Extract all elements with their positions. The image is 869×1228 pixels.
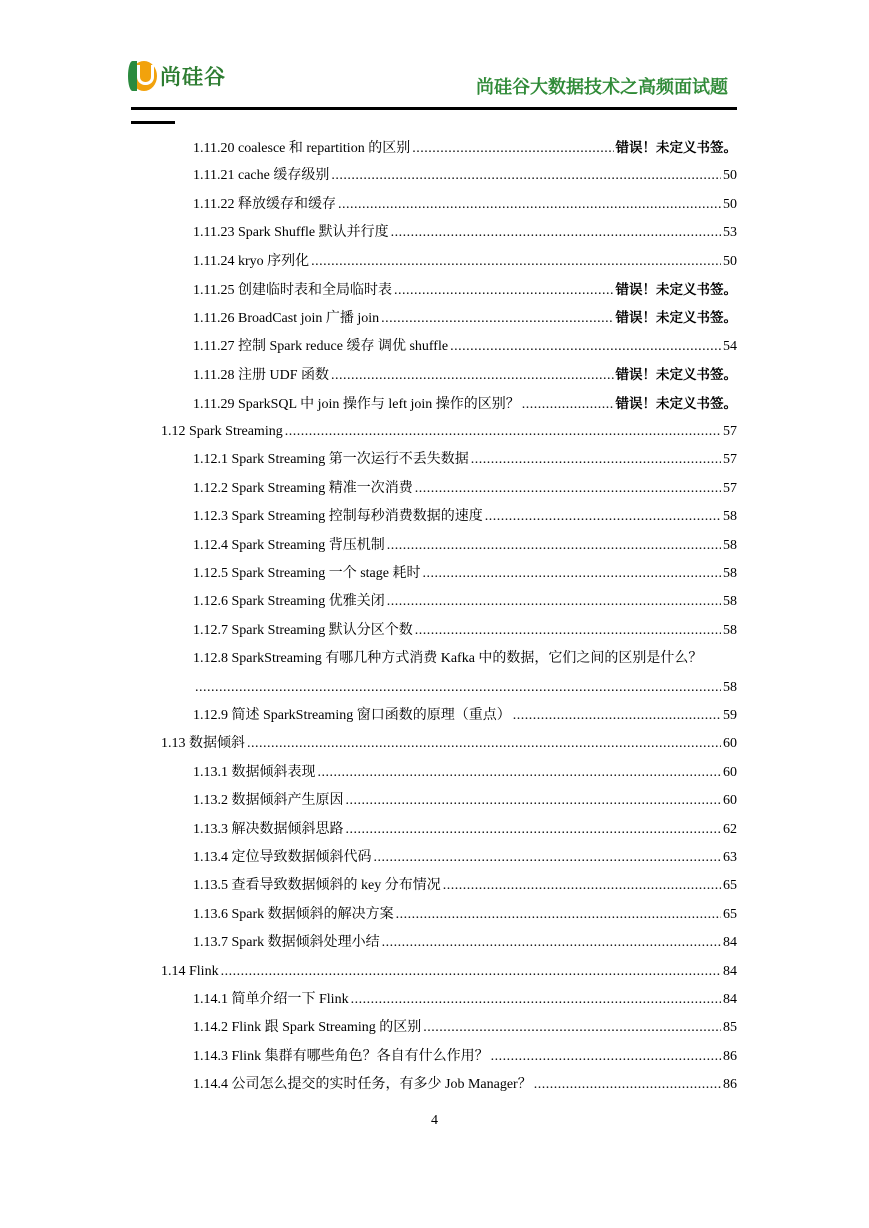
toc-entry-label: 1.12.7 Spark Streaming 默认分区个数 (193, 622, 413, 638)
toc-entry-label: 1.12.5 Spark Streaming 一个 stage 耗时 (193, 566, 421, 581)
header-divider-short (131, 121, 175, 124)
toc-bookmark-error: 错误！未定义书签。 (615, 310, 737, 327)
toc-page-number: 57 (723, 480, 737, 496)
page-header (0, 0, 869, 130)
toc-leader-dots (351, 990, 721, 1010)
toc-page-number: 54 (723, 338, 737, 354)
toc-leader-dots (221, 962, 721, 982)
toc-leader-dots (285, 422, 721, 442)
toc-leader-dots (387, 592, 721, 612)
toc-entry[interactable] (193, 252, 737, 272)
toc-entry-label: 1.14.4 公司怎么提交的实时任务，有多少 Job Manager？ (193, 1077, 532, 1093)
toc-entry[interactable] (193, 166, 737, 186)
toc-leader-dots (331, 366, 614, 386)
toc-entry[interactable] (193, 365, 737, 386)
toc-page-number: 53 (723, 225, 737, 241)
toc-page-number: 65 (723, 906, 737, 922)
toc-entry-label: 1.11.27 控制 Spark reduce 缓存 调优 shuffle (193, 338, 449, 354)
toc-leader-dots (374, 848, 722, 868)
toc-leader-dots (382, 933, 721, 953)
toc-leader-dots (443, 876, 721, 896)
toc-page-number: 84 (723, 963, 737, 979)
toc-entry-label: 1.12.6 Spark Streaming 优雅关闭 (193, 594, 385, 610)
toc-entry[interactable] (193, 138, 737, 159)
toc-page-number: 58 (723, 537, 737, 553)
toc-entry-label: 1.12.3 Spark Streaming 控制每秒消费数据的速度 (193, 509, 483, 525)
toc-entry[interactable] (193, 848, 737, 868)
toc-leader-dots (450, 337, 721, 357)
toc-entry[interactable] (193, 450, 737, 470)
toc-entry-label: 1.11.26 BroadCast join 广播 join (193, 311, 380, 327)
toc-page-number: 58 (723, 679, 737, 695)
toc-entry[interactable] (193, 876, 737, 896)
toc-page-number: 50 (723, 196, 737, 212)
toc-entry-label[interactable]: 1.12.8 SparkStreaming 有哪几种方式消费 Kafka 中的数据，它们之间的区别是什么？ (193, 651, 703, 667)
toc-entry-label: 1.11.29 SparkSQL 中 join 操作与 left join 操作的区别？ (193, 396, 520, 412)
toc-page-number: 60 (723, 764, 737, 780)
toc-entry[interactable] (193, 791, 737, 811)
toc-leader-dots (491, 1047, 721, 1067)
toc-entry[interactable] (193, 678, 737, 698)
toc-entry-label: 1.12.2 Spark Streaming 精准一次消费 (193, 480, 413, 496)
toc-page-number: 59 (723, 708, 737, 723)
toc-entry[interactable] (193, 337, 737, 357)
toc-page-number: 60 (723, 793, 737, 809)
header-divider (131, 107, 737, 110)
logo-icon (131, 61, 157, 91)
toc-entry[interactable] (193, 820, 737, 840)
toc-leader-dots (331, 166, 721, 186)
toc-page-number: 84 (723, 992, 737, 1007)
toc-page-number: 58 (723, 566, 737, 581)
toc-entry-label: 1.11.24 kryo 序列化 (193, 253, 310, 269)
toc-entry-label: 1.13.1 数据倾斜表现 (193, 764, 316, 780)
toc-entry-label: 1.13.6 Spark 数据倾斜的解决方案 (193, 906, 394, 922)
toc-leader-dots (391, 223, 721, 243)
toc-page-number: 57 (723, 452, 737, 468)
toc-section-entry[interactable] (161, 734, 737, 754)
toc-leader-dots (318, 763, 722, 783)
toc-entry-label: 1.14 Flink (161, 963, 219, 979)
toc-entry-label: 1.11.23 Spark Shuffle 默认并行度 (193, 225, 389, 241)
toc-entry[interactable] (193, 1047, 737, 1067)
page-number: 4 (431, 1113, 438, 1128)
toc-leader-dots (422, 564, 721, 584)
toc-entry[interactable] (193, 592, 737, 612)
toc-entry-label: 1.12.9 简述 SparkStreaming 窗口函数的原理（重点） (193, 708, 511, 723)
toc-leader-dots (423, 1018, 721, 1038)
toc-entry-label: 1.12.4 Spark Streaming 背压机制 (193, 537, 385, 553)
toc-page-number: 50 (723, 253, 737, 269)
toc-entry-label: 1.11.20 coalesce 和 repartition 的区别 (193, 141, 411, 156)
toc-entry-label: 1.13.4 定位导致数据倾斜代码 (193, 850, 372, 865)
toc-leader-dots (513, 706, 721, 726)
toc-entry-label: 1.13.5 查看导致数据倾斜的 key 分布情况 (193, 878, 441, 894)
toc-entry-label: 1.14.1 简单介绍一下 Flink (193, 992, 349, 1007)
toc-page-number: 50 (723, 168, 737, 184)
toc-bookmark-error: 错误！未定义书签。 (615, 395, 737, 412)
toc-leader-dots (415, 621, 721, 641)
toc-entry-label: 1.14.3 Flink 集群有哪些角色？各自有什么作用？ (193, 1048, 489, 1064)
company-logo (131, 60, 226, 92)
toc-page-number: 58 (723, 622, 737, 638)
toc-page-number: 86 (723, 1048, 737, 1064)
toc-entry[interactable] (193, 564, 737, 584)
toc-entry-label: 1.11.25 创建临时表和全局临时表 (193, 283, 392, 298)
toc-entry[interactable] (193, 536, 737, 556)
toc-entry-label: 1.12.1 Spark Streaming 第一次运行不丢失数据 (193, 452, 469, 468)
toc-entry-label: 1.11.21 cache 缓存级别 (193, 168, 330, 184)
toc-entry[interactable] (193, 507, 737, 527)
toc-page-number: 62 (723, 821, 737, 837)
toc-entry-label: 1.12 Spark Streaming (161, 424, 283, 439)
toc-leader-dots (396, 905, 721, 925)
toc-entry[interactable] (193, 933, 737, 953)
toc-entry-label: 1.11.22 释放缓存和缓存 (193, 196, 336, 212)
toc-bookmark-error: 错误！未定义书签。 (615, 367, 737, 384)
toc-leader-dots (247, 734, 721, 754)
toc-page-number: 65 (723, 878, 737, 894)
toc-leader-dots (338, 195, 721, 215)
toc-entry[interactable] (193, 990, 737, 1010)
toc-bookmark-error: 错误！未定义书签。 (615, 140, 737, 156)
toc-leader-dots (522, 395, 614, 415)
toc-entry[interactable] (193, 195, 737, 215)
toc-entry[interactable] (193, 223, 737, 243)
toc-entry[interactable] (193, 621, 737, 641)
toc-entry-label: 1.13.7 Spark 数据倾斜处理小结 (193, 935, 380, 951)
document-title: 尚硅谷大数据技术之高频面试题 (476, 77, 728, 98)
toc-entry[interactable] (193, 905, 737, 925)
toc-page-number: 60 (723, 736, 737, 752)
toc-entry[interactable] (193, 1018, 737, 1038)
logo-text: 尚硅谷 (160, 65, 226, 89)
toc-page-number: 85 (723, 1020, 737, 1036)
toc-entry-label: 1.13.2 数据倾斜产生原因 (193, 793, 344, 809)
toc-entry[interactable] (193, 308, 737, 329)
toc-section-entry[interactable] (161, 422, 737, 442)
toc-page-number: 57 (723, 424, 737, 439)
toc-entry-label: 1.13.3 解决数据倾斜思路 (193, 821, 344, 837)
toc-entry[interactable] (193, 706, 737, 726)
toc-entry-label: 1.11.28 注册 UDF 函数 (193, 368, 329, 384)
toc-entry[interactable] (193, 479, 737, 499)
toc-leader-dots (534, 1075, 721, 1095)
toc-entry[interactable] (193, 394, 737, 415)
toc-entry[interactable] (193, 763, 737, 783)
toc-leader-dots (381, 309, 613, 329)
toc-leader-dots (394, 281, 614, 301)
toc-bookmark-error: 错误！未定义书签。 (615, 282, 737, 298)
toc-leader-dots (415, 479, 721, 499)
toc-page-number: 86 (723, 1077, 737, 1093)
toc-page-number: 58 (723, 594, 737, 610)
toc-leader-dots (346, 791, 722, 811)
toc-leader-dots (346, 820, 722, 840)
toc-page-number: 84 (723, 935, 737, 951)
toc-page-number: 58 (723, 509, 737, 525)
toc-leader-dots (412, 139, 613, 159)
toc-entry-label: 1.13 数据倾斜 (161, 736, 245, 752)
toc-page-number: 63 (723, 850, 737, 865)
toc-leader-dots (471, 450, 721, 470)
toc-entry-label: 1.14.2 Flink 跟 Spark Streaming 的区别 (193, 1020, 422, 1036)
toc-entry[interactable] (193, 280, 737, 301)
toc-leader-dots (485, 507, 721, 527)
toc-entry[interactable] (193, 1075, 737, 1095)
toc-leader-dots (387, 536, 721, 556)
toc-section-entry[interactable] (161, 962, 737, 982)
toc-leader-dots (311, 252, 721, 272)
toc-leader-dots (195, 678, 721, 698)
